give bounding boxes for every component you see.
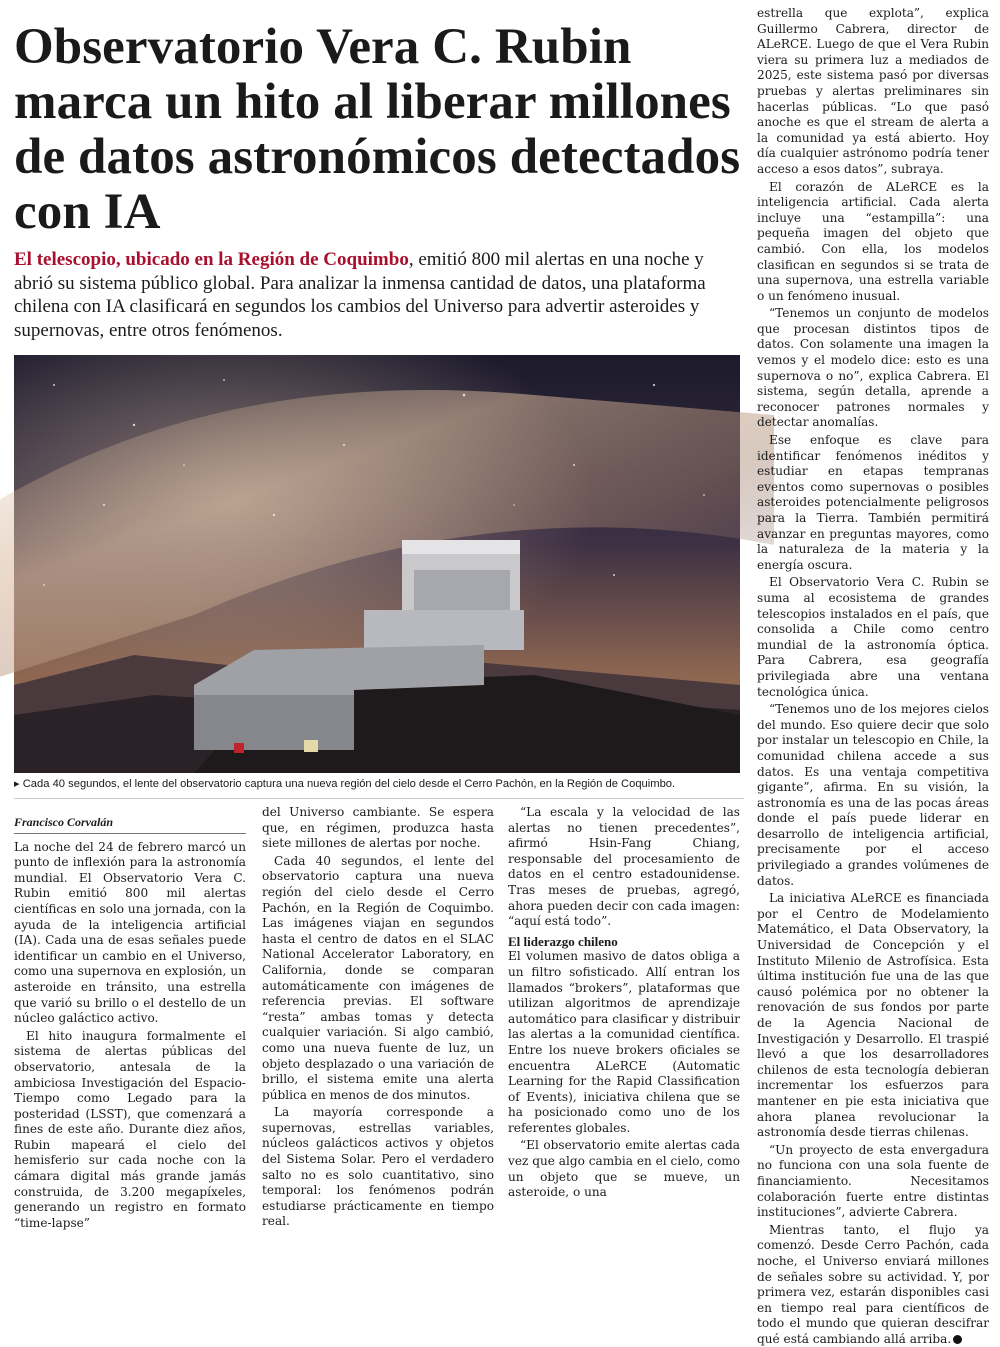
column-2	[262, 805, 494, 1229]
paragraph: “El observatorio emite alertas cada vez que algo cambia en el cielo, como un objeto que se mueve, un asteroide, o una	[508, 1138, 740, 1200]
paragraph: La mayoría corresponde a supernovas, estrellas variables, núcleos galácticos activos y objetos del Sistema Solar. Pero el verdadero salto no es solo cuantitativo, sino temporal: los fenómenos podrán estudiarse prácticamente en tiempo real.	[262, 1105, 494, 1229]
paragraph: del Universo cambiante. Se espera que, en régimen, produzca hasta siete millones de alertas por noche.	[262, 805, 494, 851]
paragraph: El volumen masivo de datos obliga a un filtro sofisticado. Allí entran los llamados “brokers”, plataformas que utilizan algoritmos de aprendizaje automático para clasificar y distribuir las alertas a la comunidad científica. Entre los nueve brokers oficiales se encuentra ALeRCE (Automatic Learning for the Rapid Classification of Events), iniciativa chilena que se ha posicionado como uno de los referentes globales.	[508, 949, 741, 1135]
lead-highlight: El telescopio, ubicado en la Región de Coquimbo	[14, 249, 409, 270]
paragraph: “La escala y la velocidad de las alertas no tienen precedentes”, afirmó Hsin-Fang Chiang, responsable del procesamiento de datos en el centro estadounidense. Tras meses de pruebas, agregó, ahora pueden decir con cada imagen: “aquí está todo”.	[508, 805, 740, 929]
column-4	[757, 6, 989, 1346]
paragraph: “Tenemos uno de los mejores cielos del mundo. Eso quiere decir que solo por instalar un telescopio en Chile, la comunidad chilena accede a sus datos. Es una ventaja competitiva gigante”, afirma. En su visión, la astronomía es una de las pocas áreas donde el país puede liderar en desarrollo de inteligencia artificial, precisamente por el acceso privilegiado a grandes volúmenes de datos.	[757, 702, 989, 888]
end-mark-icon	[953, 1335, 962, 1344]
column-1	[14, 815, 246, 1230]
observatory-night-sky-photo	[14, 355, 740, 773]
paragraph: La iniciativa ALeRCE es financiada por el Centro de Modelamiento Matemático, el Data Observatory, la Universidad de Concepción y el Instituto Milenio de Astrofísica. Esta última institución fue una de las que causó polémica por no obtener la renovación de sus fondos por parte de la Agencia Nacional de Investigación y Desarrollo. El traspié llevó a que los desarrolladores chilenos de esta tecnología debieran incrementar los esfuerzos para mantener en pie esta iniciativa que ahora planea revolucionar la astronomía desde tierras chilenas.	[757, 891, 989, 1140]
byline: Francisco Corvalán	[14, 815, 246, 834]
paragraph-text: Mientras tanto, el flujo ya comenzó. Desde Cerro Pachón, cada noche, el Universo enviará millones de señales sobre su actividad. Y, por primera vez, estarán disponibles casi en tiempo real para científicos de todo el mundo que quieran descifrar qué está cambiando allá arriba.	[757, 1222, 989, 1346]
paragraph: El corazón de ALeRCE es la inteligencia artificial. Cada alerta incluye una “estampilla”: una pequeña imagen del objeto que cambió. Con ella, los modelos clasifican en segundos si se trata de una supernova, una estrella variable o un fenómeno inusual.	[757, 179, 989, 303]
paragraph: El Observatorio Vera C. Rubin se suma al ecosistema de grandes telescopios instalados en el país, que consolida a Chile como centro mundial de la astronomía óptica. Para Cabrera, esa geografía privilegiada abre una ventana tecnológica única.	[757, 575, 989, 699]
lead-text: , emitió 800 mil alertas en una noche y abrió su sistema público global. Para analizar la inmensa cantidad de datos, una plataforma chilena con IA clasificará en segundos los cambios del Universo para advertir asteroides y supernovas, entre otros fenómenos.	[14, 249, 706, 341]
column-3	[508, 805, 741, 1200]
subheading: El liderazgo chileno	[508, 933, 618, 949]
headline: Observatorio Vera C. Rubin marca un hito al liberar millones de datos astronómicos detectados con IA	[14, 19, 741, 240]
paragraph: Ese enfoque es clave para identificar fenómenos inéditos y estudiar en etapas tempranas eventos como supernovas o posibles asteroides potencialmente peligrosos para la Tierra. También permitirá avanzar en preguntas mayores, como la naturaleza de la materia y la energía oscura.	[757, 433, 989, 572]
paragraph: Cada 40 segundos, el lente del observatorio captura una nueva región del cielo desde el Cerro Pachón, en la Región de Coquimbo. Las imágenes viajan en segundos hasta el centro de datos en el SLAC National Accelerator Laboratory, en California, donde se comparan automáticamente con imágenes de referencia previas. El software “resta” ambas tomas y detecta cualquier variación. Si algo cambió, como una nueva fuente de luz, un objeto desplazado o una variación de brillo, el sistema emite una alerta pública en menos de dos minutos.	[262, 853, 494, 1102]
divider	[14, 798, 744, 799]
lead-paragraph	[14, 248, 732, 342]
paragraph-final	[757, 1223, 989, 1347]
paragraph: “Un proyecto de esta envergadura no funciona con una sola fuente de financiamiento. Necesitamos colaboración fuerte entre distintas instituciones”, advierte Cabrera.	[757, 1142, 989, 1220]
photo-caption: ▸ Cada 40 segundos, el lente del observatorio captura una nueva región del cielo desde el Cerro Pachón, en la Región de Coquimbo.	[14, 778, 676, 790]
observatory-photo	[14, 355, 740, 773]
paragraph: estrella que explota”, explica Guillermo Cabrera, director de ALeRCE. Luego de que el Vera Rubin viera su primera luz a mediados de 2025, este sistema pasó por diversas pruebas y alertas preliminares sin hacerlas públicas. “Lo que pasó anoche es que el stream de alerta a la comunidad ya está abierto. Hoy día cualquier astrónomo podría tener acceso a esos datos”, subraya.	[757, 6, 989, 176]
paragraph: El hito inaugura formalmente el sistema de alertas públicas del observatorio, antesala de la ambiciosa Investigación del Espacio-Tiempo como Legado para la posteridad (LSST), que comenzará a fines de este año. Durante diez años, Rubin mapeará el cielo del hemisferio sur cada noche con la cámara digital más grande jamás construida, de 3.200 megapíxeles, generando un registro en formato “time-lapse”	[14, 1028, 246, 1230]
paragraph: La noche del 24 de febrero marcó un punto de inflexión para la astronomía mundial. El Observatorio Vera C. Rubin emitió 800 mil alertas científicas en solo una jornada, con la ayuda de la inteligencia artificial (IA). Cada una de esas señales puede identificar un cambio en el Universo, como una supernova en explosión, un asteroide en tránsito, una estrella que varió su brillo o el destello de un núcleo galáctico activo.	[14, 839, 246, 1026]
paragraph: “Tenemos un conjunto de modelos que procesan distintos tipos de datos. Con solamente una imagen la vemos y el modelo dice: esto es una supernova o no”, explica Cabrera. El sistema, según detalla, aprende a reconocer patrones normales y detectar anomalías.	[757, 306, 989, 430]
